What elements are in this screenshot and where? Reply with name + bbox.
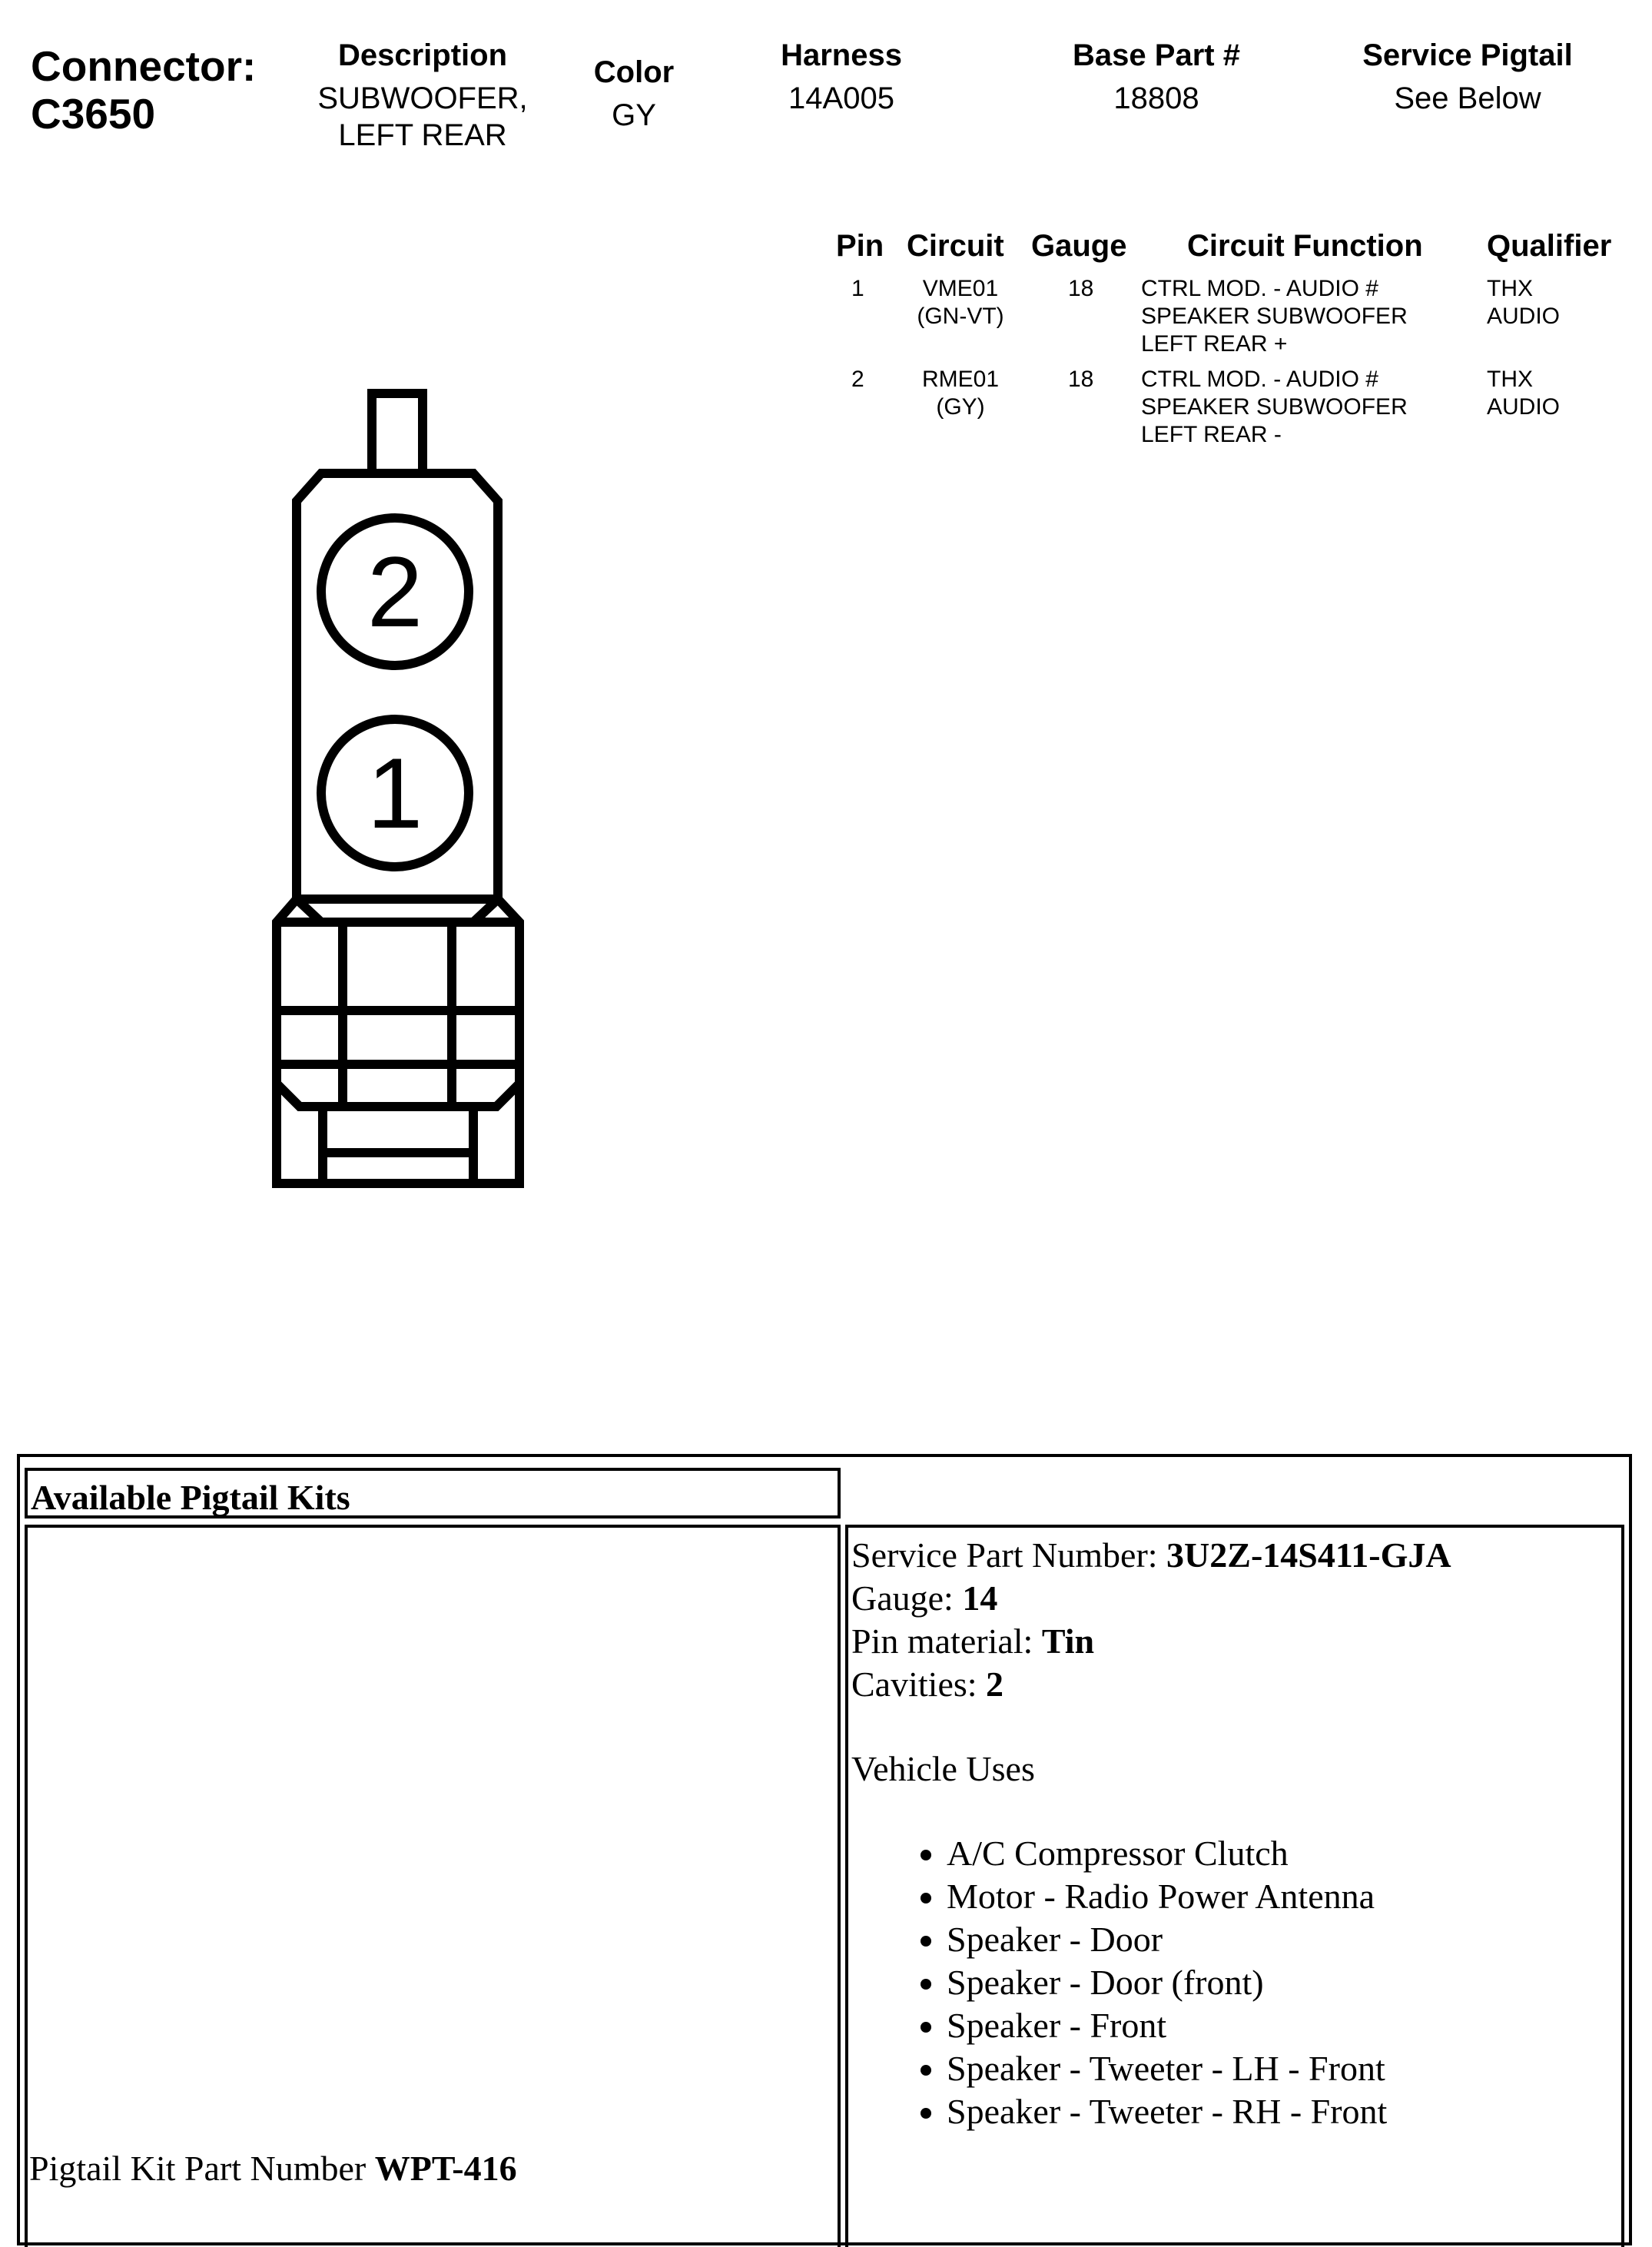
harness-value: 14A005 — [788, 81, 894, 115]
pin-circuit — [899, 366, 1022, 421]
qualifier-line: THX — [1487, 276, 1533, 301]
circuit-id: RME01 — [921, 367, 1000, 392]
circuit-color: (GN-VT) — [917, 304, 1004, 329]
description-column — [292, 37, 553, 154]
function-line: SPEAKER SUBWOOFER — [1141, 394, 1408, 420]
pin-function — [1141, 275, 1408, 358]
pin-material-value: Tin — [1041, 1621, 1095, 1661]
cavities-value: 2 — [986, 1665, 1004, 1704]
color-label: Color — [593, 55, 675, 89]
kit-part-value: WPT-416 — [374, 2149, 517, 2188]
connector-face-diagram — [254, 380, 546, 1203]
circuit-id: VME01 — [922, 276, 999, 301]
base-part-column — [1030, 37, 1283, 117]
vehicle-uses-title: Vehicle Uses — [851, 1749, 1035, 1788]
color-column — [557, 54, 711, 134]
pin-number: 2 — [851, 367, 864, 392]
gauge-value: 14 — [962, 1578, 998, 1618]
service-pigtail-value: See Below — [1394, 81, 1541, 115]
pin-qualifier — [1487, 366, 1560, 421]
service-part-number-line — [851, 1534, 1451, 1577]
circuit-color: (GY) — [936, 394, 985, 420]
pin-table-header-qualifier: Qualifier — [1487, 229, 1612, 263]
list-item: • Speaker - Tweeter - LH - Front — [947, 2047, 1451, 2090]
pin-material-line — [851, 1620, 1451, 1663]
list-item: • Speaker - Door (front) — [947, 1961, 1451, 2004]
service-pigtail-column — [1322, 37, 1614, 117]
function-line: LEFT REAR - — [1141, 422, 1282, 447]
cavity-1-label: 1 — [367, 737, 423, 849]
qualifier-line: AUDIO — [1487, 394, 1561, 420]
function-line: CTRL MOD. - AUDIO # — [1141, 367, 1378, 392]
cavity-2-label: 2 — [367, 536, 423, 648]
pin-table-header-pin: Pin — [836, 229, 884, 263]
kit-part-label: Pigtail Kit Part Number — [29, 2149, 375, 2188]
pin-table-header-gauge: Gauge — [1031, 229, 1127, 263]
description-line-2: LEFT REAR — [338, 118, 507, 152]
connector-latch-tab — [372, 393, 423, 473]
harness-label: Harness — [781, 38, 902, 72]
description-line-1: SUBWOOFER, — [317, 81, 528, 115]
service-part-details — [851, 1534, 1451, 2133]
description-value — [292, 80, 553, 154]
list-item: • Speaker - Door — [947, 1918, 1451, 1961]
service-pigtail-label: Service Pigtail — [1362, 38, 1573, 72]
list-item: • Speaker - Tweeter - RH - Front — [947, 2090, 1451, 2133]
base-part-value: 18808 — [1113, 81, 1199, 115]
function-line: CTRL MOD. - AUDIO # — [1141, 276, 1378, 301]
description-label: Description — [337, 38, 508, 72]
pin-number: 1 — [851, 276, 864, 301]
list-item: • A/C Compressor Clutch — [947, 1832, 1451, 1875]
gauge-line — [851, 1577, 1451, 1620]
pigtail-kit-part-number — [29, 2148, 517, 2189]
connector-id: C3650 — [31, 90, 156, 138]
service-part-value: 3U2Z-14S411-GJA — [1166, 1535, 1451, 1575]
cavities-line — [851, 1663, 1451, 1706]
pin-function — [1141, 366, 1408, 449]
function-line: LEFT REAR + — [1141, 331, 1288, 357]
housing-detail — [277, 1084, 519, 1107]
pin-table-header-circuit: Circuit — [907, 229, 1004, 263]
connector-lower-housing — [277, 899, 519, 1183]
pin-qualifier — [1487, 275, 1560, 330]
pin-gauge: 18 — [1068, 367, 1094, 392]
gauge-label: Gauge: — [851, 1578, 963, 1618]
color-value: GY — [612, 98, 656, 132]
qualifier-line: THX — [1487, 367, 1533, 392]
pin-circuit — [899, 275, 1022, 330]
qualifier-line: AUDIO — [1487, 304, 1561, 329]
list-item: • Motor - Radio Power Antenna — [947, 1875, 1451, 1918]
vehicle-uses-list — [851, 1832, 1451, 2133]
pin-table-header-function: Circuit Function — [1187, 229, 1423, 263]
cavities-label: Cavities: — [851, 1665, 987, 1704]
list-item: • Speaker - Front — [947, 2004, 1451, 2047]
harness-column — [734, 37, 949, 117]
base-part-label: Base Part # — [1073, 38, 1240, 72]
pigtail-image-box — [25, 1525, 841, 2247]
service-part-label: Service Part Number: — [851, 1535, 1167, 1575]
pigtail-section-title: Available Pigtail Kits — [31, 1478, 350, 1517]
connector-label: Connector: — [31, 42, 257, 90]
function-line: SPEAKER SUBWOOFER — [1141, 304, 1408, 329]
connector-heading — [31, 42, 256, 138]
pin-material-label: Pin material: — [851, 1621, 1042, 1661]
pin-gauge: 18 — [1068, 276, 1094, 301]
